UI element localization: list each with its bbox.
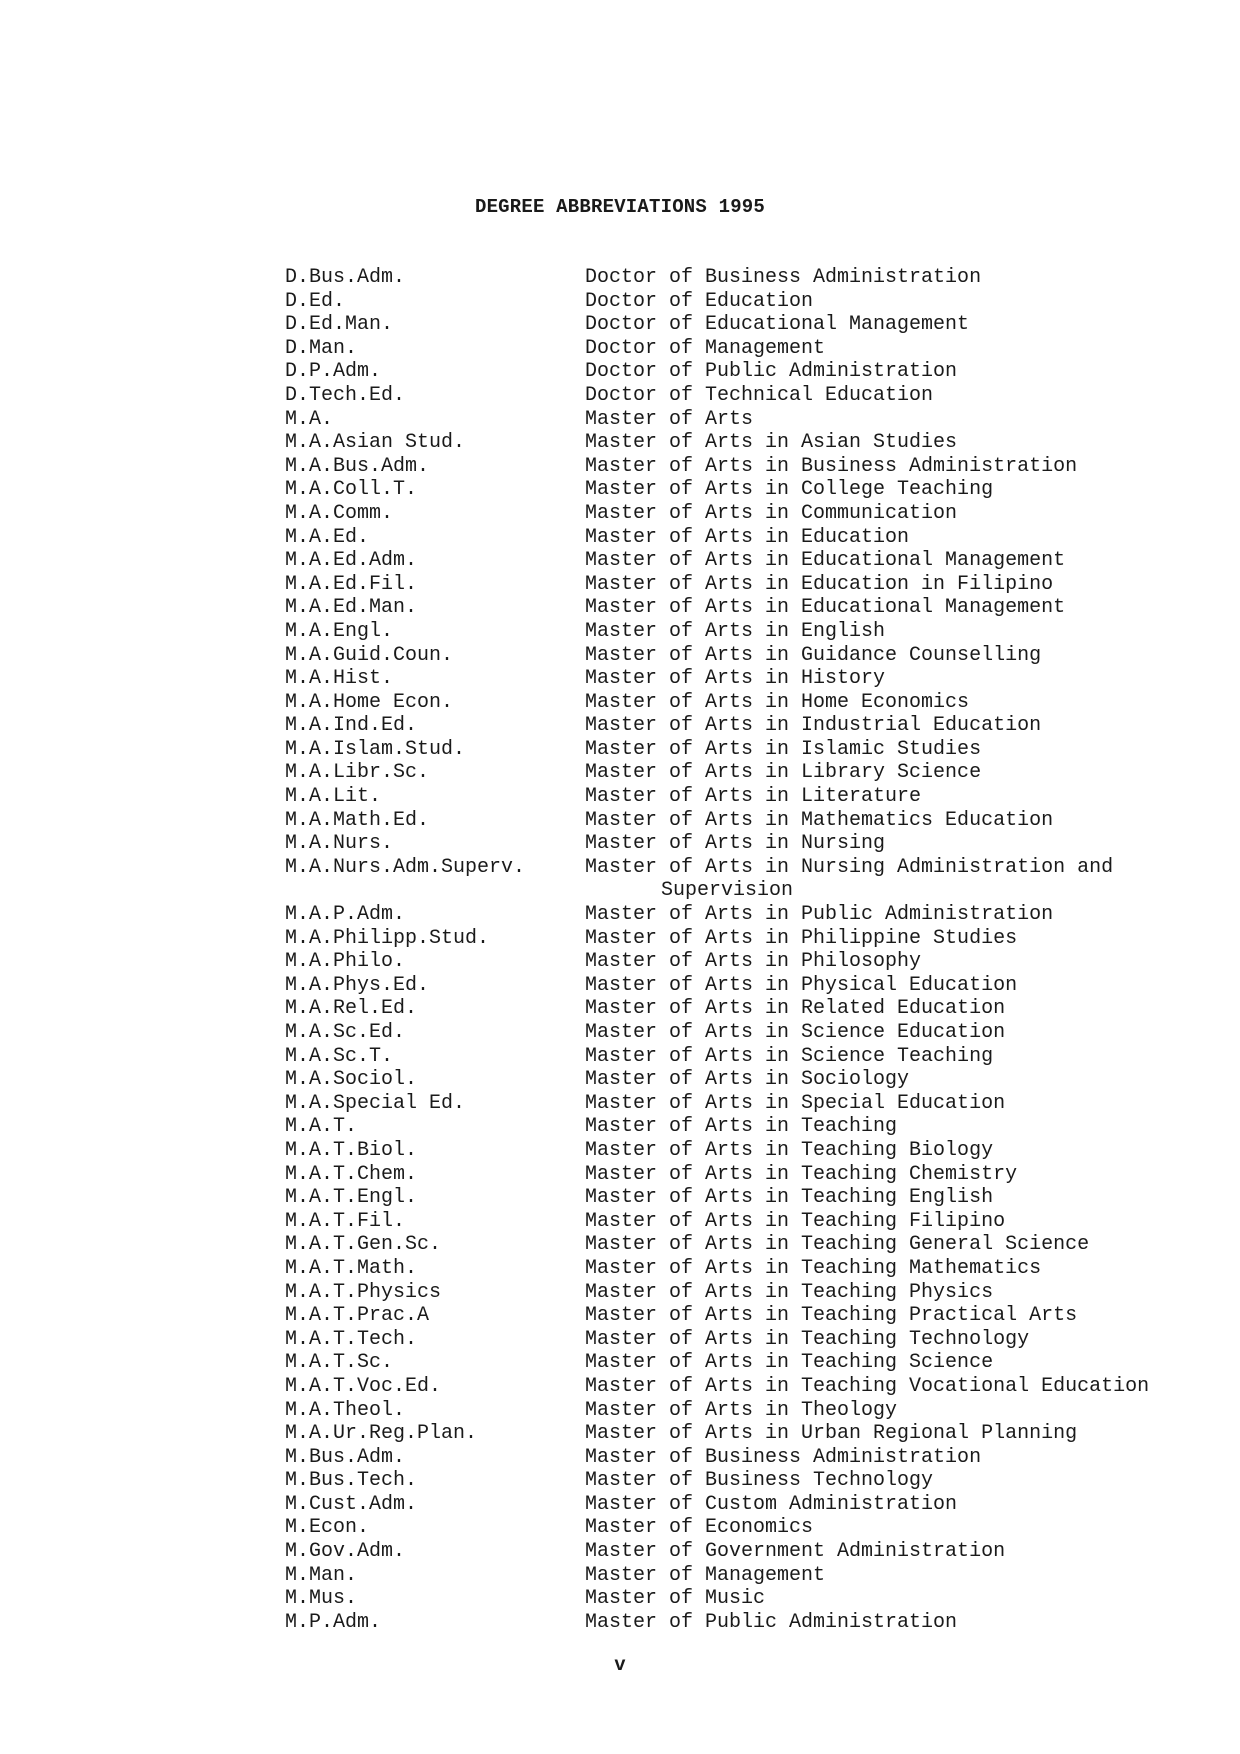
abbreviation-code: M.A.Philipp.Stud. [285,926,490,950]
abbreviation-meaning: Master of Business Administration [585,1445,982,1469]
abbreviation-code: M.A.T.Biol. [285,1138,418,1162]
abbreviation-code: D.Ed.Man. [285,313,394,337]
abbreviation-meaning: Master of Arts in Science Teaching [585,1044,994,1068]
abbreviation-row [285,856,1185,880]
abbreviation-meaning: Master of Arts in Literature [585,785,922,809]
abbreviation-row [285,1564,1185,1588]
abbreviation-row [285,1092,1185,1116]
abbreviation-meaning: Master of Arts in Public Administration [585,903,1054,927]
abbreviation-meaning: Master of Arts in Special Education [585,1091,1006,1115]
abbreviation-code: D.Ed. [285,289,346,313]
page-number: v [614,1654,626,1676]
abbreviation-row [285,1068,1185,1092]
abbreviation-meaning: Master of Government Administration [585,1540,1006,1564]
abbreviation-code: M.A.Sc.T. [285,1044,394,1068]
abbreviation-row [285,1021,1185,1045]
abbreviation-row [285,1257,1185,1281]
abbreviation-code: M.A.Sc.Ed. [285,1021,406,1044]
abbreviation-meaning-continuation: Supervision [661,879,794,903]
abbreviation-code: M.A.Math.Ed. [285,808,430,832]
abbreviation-code: M.A.Islam.Stud. [285,737,466,761]
abbreviation-list [285,266,1185,1634]
abbreviation-meaning: Master of Arts in Teaching Biology [585,1138,994,1162]
abbreviation-row [285,927,1185,951]
abbreviation-code: M.Gov.Adm. [285,1540,406,1564]
abbreviation-code: M.A.T.Physics [285,1280,442,1304]
abbreviation-row [285,1540,1185,1564]
abbreviation-row [285,266,1185,290]
abbreviation-meaning: Master of Arts in Teaching Chemistry [585,1162,1018,1186]
abbreviation-row [285,360,1185,384]
abbreviation-meaning: Master of Arts in Sociology [585,1068,910,1092]
abbreviation-code: M.A.T. [285,1115,358,1139]
abbreviation-row [285,573,1185,597]
abbreviation-row [285,1422,1185,1446]
abbreviation-row [285,1611,1185,1635]
abbreviation-row [285,549,1185,573]
abbreviation-code: M.A.Home Econ. [285,690,454,714]
abbreviation-code: M.A.T.Tech. [285,1327,418,1351]
abbreviation-meaning: Master of Arts in Communication [585,501,958,525]
abbreviation-code: M.A.T.Engl. [285,1186,418,1210]
abbreviation-row [285,1587,1185,1611]
abbreviation-meaning: Master of Arts in Library Science [585,761,982,785]
abbreviation-row [285,1186,1185,1210]
abbreviation-meaning: Master of Arts in Teaching Science [585,1351,994,1375]
abbreviation-meaning: Master of Arts in Nursing Administration and [585,855,1114,879]
abbreviation-meaning: Master of Custom Administration [585,1492,958,1516]
abbreviation-row [285,1304,1185,1328]
abbreviation-code: M.A.Ed.Fil. [285,572,418,596]
abbreviation-row [285,1281,1185,1305]
abbreviation-row [285,1115,1185,1139]
abbreviation-meaning: Master of Arts in Business Administration [585,454,1078,478]
abbreviation-row [285,974,1185,998]
abbreviation-code: M.A.Ed.Man. [285,596,418,620]
abbreviation-meaning: Doctor of Business Administration [585,266,982,289]
abbreviation-meaning: Master of Economics [585,1516,814,1540]
abbreviation-row [285,290,1185,314]
abbreviation-meaning: Master of Arts in Mathematics Education [585,808,1054,832]
abbreviation-row [285,1233,1185,1257]
abbreviation-code: D.Bus.Adm. [285,266,406,289]
abbreviation-row [285,809,1185,833]
abbreviation-meaning: Master of Arts in Teaching Mathematics [585,1256,1042,1280]
abbreviation-meaning: Master of Music [585,1587,766,1611]
abbreviation-row [285,408,1185,432]
abbreviation-meaning: Master of Arts in Teaching Filipino [585,1209,1006,1233]
abbreviation-code: M.A.Theol. [285,1398,406,1422]
abbreviation-row [285,1139,1185,1163]
abbreviation-meaning: Doctor of Public Administration [585,360,958,384]
abbreviation-code: M.A.T.Fil. [285,1209,406,1233]
abbreviation-row [285,455,1185,479]
abbreviation-code: M.A.Nurs. [285,832,394,856]
abbreviation-row [285,1375,1185,1399]
abbreviation-code: M.A.Guid.Coun. [285,643,454,667]
abbreviation-meaning: Doctor of Educational Management [585,313,970,337]
abbreviation-meaning: Master of Arts in College Teaching [585,478,994,502]
abbreviation-row [285,431,1185,455]
abbreviation-meaning: Master of Business Technology [585,1469,934,1493]
abbreviation-meaning: Master of Arts in Urban Regional Planning [585,1422,1078,1446]
abbreviation-code: D.Man. [285,336,358,360]
abbreviation-code: M.A.Ed.Adm. [285,549,418,573]
abbreviation-code: M.A.Sociol. [285,1068,418,1092]
abbreviation-row [285,620,1185,644]
abbreviation-meaning: Master of Arts in Teaching General Science [585,1233,1090,1257]
abbreviation-row [285,384,1185,408]
abbreviation-row [285,1210,1185,1234]
abbreviation-meaning: Master of Arts in Philosophy [585,950,922,974]
abbreviation-code: M.A.P.Adm. [285,903,406,927]
abbreviation-code: D.P.Adm. [285,360,382,384]
abbreviation-meaning: Master of Arts in Philippine Studies [585,926,1018,950]
abbreviation-row [285,667,1185,691]
abbreviation-meaning: Master of Public Administration [585,1610,958,1634]
abbreviation-code: M.A.Special Ed. [285,1091,466,1115]
abbreviation-row [285,1493,1185,1517]
abbreviation-row [285,1163,1185,1187]
abbreviation-meaning: Master of Management [585,1563,826,1587]
abbreviation-code: M.A.Hist. [285,667,394,691]
abbreviation-code: M.A.Nurs.Adm.Superv. [285,855,526,879]
abbreviation-code: M.A.Coll.T. [285,478,418,502]
abbreviation-code: M.A.Philo. [285,950,406,974]
abbreviation-row [285,738,1185,762]
abbreviation-code: M.P.Adm. [285,1610,382,1634]
abbreviation-code: M.Bus.Adm. [285,1445,406,1469]
abbreviation-code: M.A.T.Prac.A [285,1304,430,1328]
abbreviation-code: M.A.T.Chem. [285,1162,418,1186]
abbreviation-row [285,950,1185,974]
abbreviation-code: M.A.Rel.Ed. [285,997,418,1021]
abbreviation-meaning: Master of Arts in Education in Filipino [585,572,1054,596]
abbreviation-meaning: Master of Arts in Nursing [585,832,886,856]
abbreviation-meaning: Master of Arts in Related Education [585,997,1006,1021]
abbreviation-code: D.Tech.Ed. [285,383,406,407]
abbreviation-code: M.A.Engl. [285,619,394,643]
abbreviation-meaning: Master of Arts in Theology [585,1398,898,1422]
abbreviation-meaning: Doctor of Management [585,336,826,360]
abbreviation-code: M.A.Ind.Ed. [285,714,418,738]
abbreviation-code: M.A.Lit. [285,785,382,809]
abbreviation-row [285,691,1185,715]
abbreviation-meaning: Master of Arts in Islamic Studies [585,737,982,761]
abbreviation-row [285,1469,1185,1493]
abbreviation-code: M.A.Bus.Adm. [285,454,430,478]
abbreviation-meaning: Master of Arts in Guidance Counselling [585,643,1042,667]
abbreviation-meaning: Master of Arts in Industrial Education [585,714,1042,738]
abbreviation-meaning: Master of Arts in Educational Management [585,596,1066,620]
abbreviation-meaning: Master of Arts in Asian Studies [585,431,958,455]
abbreviation-row [285,714,1185,738]
abbreviation-meaning: Master of Arts in Teaching Physics [585,1280,994,1304]
abbreviation-meaning: Doctor of Technical Education [585,383,934,407]
abbreviation-row [285,903,1185,927]
abbreviation-row [285,526,1185,550]
abbreviation-code: M.A.Asian Stud. [285,431,466,455]
abbreviation-row [285,502,1185,526]
abbreviation-row [285,644,1185,668]
abbreviation-code: M.A.T.Sc. [285,1351,394,1375]
abbreviation-meaning: Master of Arts in Educational Management [585,549,1066,573]
abbreviation-code: M.A.Ed. [285,525,370,549]
abbreviation-code: M.A. [285,407,334,431]
abbreviation-code: M.Mus. [285,1587,358,1611]
abbreviation-code: M.A.T.Gen.Sc. [285,1233,442,1257]
abbreviation-row [285,337,1185,361]
abbreviation-meaning: Master of Arts in History [585,667,886,691]
abbreviation-code: M.Man. [285,1563,358,1587]
page-title: DEGREE ABBREVIATIONS 1995 [474,196,766,218]
abbreviation-row [285,478,1185,502]
abbreviation-code: M.Bus.Tech. [285,1469,418,1493]
abbreviation-code: M.Cust.Adm. [285,1492,418,1516]
abbreviation-row [285,1351,1185,1375]
abbreviation-code: M.A.Ur.Reg.Plan. [285,1422,478,1446]
abbreviation-meaning: Doctor of Education [585,289,814,313]
abbreviation-row [285,761,1185,785]
abbreviation-code: M.A.Comm. [285,501,394,525]
abbreviation-row [285,596,1185,620]
abbreviation-code: M.A.T.Voc.Ed. [285,1374,442,1398]
abbreviation-row [285,1045,1185,1069]
abbreviation-meaning: Master of Arts in Physical Education [585,973,1018,997]
abbreviation-meaning: Master of Arts [585,407,754,431]
abbreviation-meaning: Master of Arts in English [585,619,886,643]
abbreviation-meaning: Master of Arts in Teaching English [585,1186,994,1210]
abbreviation-code: M.A.Libr.Sc. [285,761,430,785]
abbreviation-meaning: Master of Arts in Science Education [585,1021,1006,1044]
abbreviation-code: M.A.Phys.Ed. [285,973,430,997]
abbreviation-row [285,313,1185,337]
abbreviation-meaning: Master of Arts in Teaching Technology [585,1327,1030,1351]
abbreviation-row [285,785,1185,809]
abbreviation-row [285,1516,1185,1540]
abbreviation-code: M.Econ. [285,1516,370,1540]
abbreviation-row [285,832,1185,856]
abbreviation-code: M.A.T.Math. [285,1256,418,1280]
abbreviation-meaning: Master of Arts in Teaching [585,1115,898,1139]
abbreviation-meaning: Master of Arts in Teaching Vocational Education [585,1374,1150,1398]
abbreviation-row [285,1446,1185,1470]
abbreviation-row [285,1399,1185,1423]
abbreviation-row [285,997,1185,1021]
abbreviation-meaning: Master of Arts in Teaching Practical Arts [585,1304,1078,1328]
abbreviation-meaning: Master of Arts in Education [585,525,910,549]
abbreviation-meaning: Master of Arts in Home Economics [585,690,970,714]
abbreviation-row [285,1328,1185,1352]
